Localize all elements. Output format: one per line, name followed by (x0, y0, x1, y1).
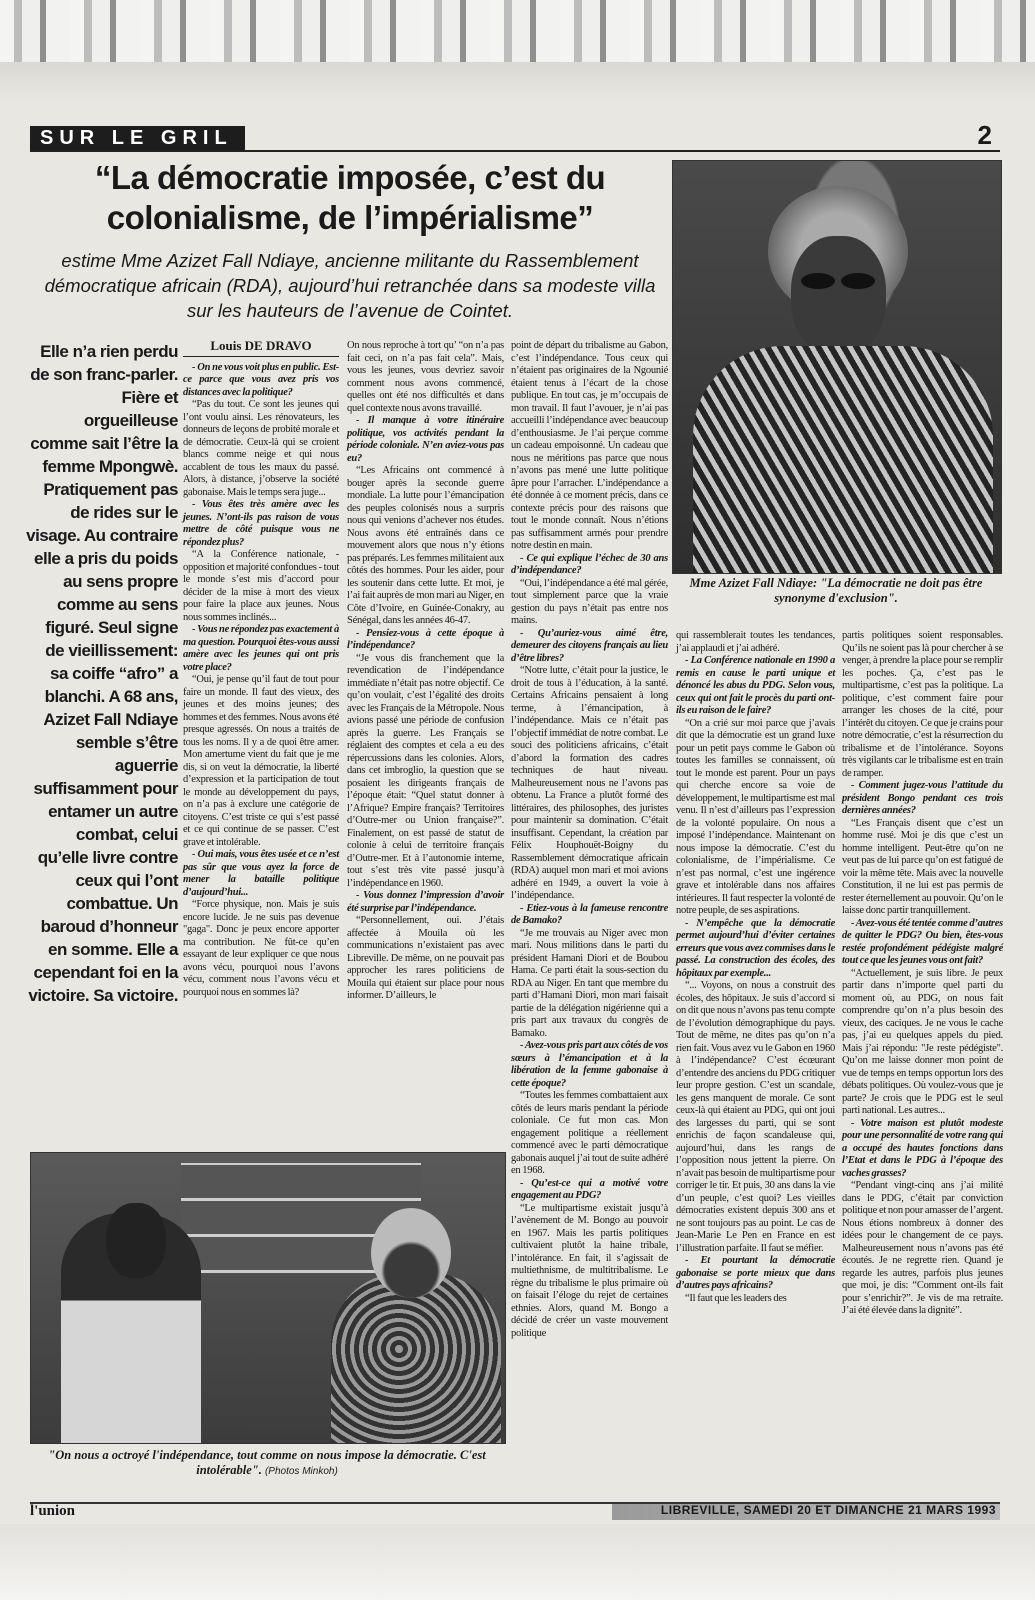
interview-question: - Comment jugez-vous l’attitude du président Bongo pendant ces trois dernières années? (842, 780, 1003, 816)
newspaper-name: l'union (30, 1503, 76, 1519)
photo-interviewee (331, 1273, 501, 1444)
article-column-4 (676, 630, 835, 1305)
interview-caption-text: "On nous a octroyé l'indépendance, tout comme on nous impose la démocratie. C'est intolérable". (48, 1448, 486, 1477)
interview-answer: “Personnellement, oui. J’étais affectée à Mouila où les communications n’existaient pas avec Libreville. De même, on ne pouvait pas approcher les rares politiciens de Mouila qui étaient sur place pour nous informer. D’ailleurs, le (347, 915, 504, 1001)
interview-question: - Il manque à votre itinéraire politique, vos activités pendant la période coloniale. N’en aviez-vous pas eu? (347, 415, 504, 464)
interview-answer: “Les Africains ont commencé à bouger après la seconde guerre mondiale. La lutte pour l’émancipation des peuples colonisés nous a surpris nous qui venions d’achever nos études. Nous avons été entraînés dans ce mouvement alors que nous n’y étions pas préparés. Les femmes militaient aux côtés des hommes. Pour les aider, pour les soutenir dans cette lutte. Et moi, je l’ai fait auprès de mon mari au Niger, en Côte d’Ivoire, en Guinée-Conakry, au Sénégal, dans les années 46-47. (347, 465, 504, 626)
interview-answer: “Il faut que les leaders des (685, 1292, 787, 1304)
interview-answer: “... Voyons, on nous a construit des écoles, des hôpitaux. Je suis d’accord si on dit que nous n’avons pas tenu compte de l’évolution démographique du pays. Tout de même, ne dites pas qu’on n’a rien fait. Vous avez vu le Gabon en 1960 à l’indépendance? C’est écœurant d’entendre des anciens du PDG critiquer leur propre gestion. C’est un scandale, les gens manquent de morale. Ce sont ceux-là qui étaient au PDG, qui ont joui des largesses du parti, qui se sont enrichis de façon scandaleuse qui, aujourd’hui, dans les rangs de l’opposition nous jettent la pierre. On n’avait pas besoin de multipartisme pour corriger le tir. Et puis, 30 ans dans la vie d’un peuple, c’est quoi? Les vieilles démocraties existent depuis 300 ans et ne sont toujours pas au point. Le cas de Jean-Marie Le Pen en France en est l’illustration parfaite. Il faut se méfier. (676, 980, 835, 1254)
interview-answer: “Pas du tout. Ce sont les jeunes qui l’ont voulu ainsi. Les rénovateurs, les donneurs de leçons de probité morale et de démocratie. Ceux-là qui se croient blancs comme neige et qui nous accablent de tous les maux du passé. Alors, à distance, j’observe la société gabonaise. Mais le temps sera juge... (183, 399, 339, 498)
interview-question: - Avez-vous pris part aux côtés de vos sœurs à l’émancipation et à la libération de la femme gabonaise à cette époque? (511, 1040, 668, 1089)
interview-answer: “Les Français disent que c’est un homme rusé. Moi je dis que c’est un homme intelligent. Peut-être qu’on ne veut pas de lui parce qu’on est fatigué de voir la même tête. Mais avec la nouvelle Constitution, il ne lui est pas permis de rester éternellement au pouvoir. Qu’on le laisse donc partir tranquillement. (842, 817, 1003, 916)
interview-answer: “Actuellement, je suis libre. Je peux partir dans n’importe quel parti du moment où, au PDG, on nous fait comprendre qu’on n’a plus besoin des vieux, des caciques. Je ne vous le cache pas, j’ai eu quelques appels du pied. Mais j’ai répondu: "Je reste pédégiste". Qu’on me laisse donner mon point de vue de temps en temps opportun lors des débats politiques. Où voulez-vous que je parte? Je crois que le PDG est le seul parti national. Les autres... (842, 967, 1003, 1116)
article-column-5 (842, 630, 1003, 1318)
page-number: 2 (977, 120, 992, 150)
interview-answer: “On a crié sur moi parce que j’avais dit que la démocratie est un grand luxe pour un petit pays comme le Gabon où toutes les familles se connaissent, où tout le monde est parent. Pour un pays qui cherche encore sa voie de développement, le multipartisme est mal venu. Il n’est d’ailleurs pas l’expression de la volonté populaire. On nous a imposé l’indépendance. Maintenant on nous impose la démocratie. C’est du colonialisme, de l’impérialisme. Ce n’est pas normal, c’est une ingérence grave et intolérable dans nos affaires intérieures. Il faut respecter la volonté de notre peuple, de ses aspirations. (676, 717, 835, 916)
interview-question: - Vous donnez l’impression d’avoir été surprise par l’indépendance. (347, 890, 504, 914)
photo-interviewee-head (371, 1208, 451, 1298)
interview-answer: On nous reproche à tort qu’ “on n’a pas fait ceci, on n’a pas fait cela”. Mais, vous les jeunes, vous devriez savoir comment nous avons commencé, quelles ont été nos difficultés et dans quel contexte nous avons travaillé. (347, 340, 504, 414)
interview-question: - Ce qui explique l’échec de 30 ans d’indépendance? (511, 552, 668, 576)
interview-answer: “Je me trouvais au Niger avec mon mari. Nous militions dans le parti du président Hamani Diori et de Boubou Hama. Ce parti était la sous-section du RDA au Niger. En tant que membre du parti d’Hamani Diori, mon mari faisait partie de la délégation nigérienne qui a pris part aux travaux du congrès de Bamako. (511, 927, 668, 1039)
scan-margin-bottom (0, 1524, 1035, 1600)
interview-question: - Avez-vous été tentée comme d’autres de quitter le PDG? Ou bien, êtes-vous restée profondément pédégiste malgré tout ce que les jeunes vous ont fait? (842, 917, 1003, 966)
interview-answer: “Oui, je pense qu’il faut de tout pour faire un monde. Il faut des vieux, des jeunes et des moins jeunes; des hommes et des femmes. Nous avons été presque agressés. On nous a traités de tous les noms. Il y a de quoi être amer. Mon amertume vient du fait que je me dis, si on veut la démocratie, la liberté d’expression et la participation de tout le monde au développement du pays, on n’a pas à exclure une catégorie de citoyens. C’est triste ce qui s’est passé et ce qui continue de se passer. C’est grave et intolérable. (183, 674, 339, 848)
interview-question: - Pensiez-vous à cette époque à l’indépendance? (347, 627, 504, 651)
interview-question: - Qu’auriez-vous aimé être, demeurer des citoyens français au lieu d’être libres? (511, 627, 668, 664)
photo-interviewer-head (106, 1203, 166, 1278)
rubric-label: SUR LE GRIL (30, 126, 245, 150)
interview-answer: “Le multipartisme existait jusqu’à l’avènement de M. Bongo au pouvoir en 1967. Mais les partis politiques cultivaient plutôt la haine tribale, l’intolérance. En fait, il s’agissait de multiethnisme, de multitribalisme. Le règne du tribalisme le plus primaire où on faisait l’éloge du rejet de certaines ethnies. Alors, quand M. Bongo a décidé de créer un vaste mouvement politique (511, 1202, 668, 1339)
portrait-caption: Mme Azizet Fall Ndiaye: "La démocratie ne doit pas être synonyme d'exclusion". (689, 576, 983, 605)
photo-sunglasses (801, 273, 881, 291)
interview-answer: “Je vous dis franchement que la revendication de l’indépendance immédiate n’était pas notre objectif. Ce qu’on voulait, c’est l’égalité des droits avec les Français de la Métropole. Nous avions passé une période de confusion après la guerre. Les Français se réglaient des comptes et cela a eu des répercussions dans les colonies. Alors, dans cet imbroglio, la question que se posaient les dirigeants français de l’époque était: “Quel statut donner à l’Afrique? Empire français? Territoires d’Outre-mer ou Union française?”. Finalement, on est passé de statut de colonie à celui de territoire français d’Outre-mer. Et à l’autonomie interne, tout s’est très vite passé jusqu’à l’indépendance en 1960. (347, 652, 504, 889)
lead-sidebar: Elle n’a rien perdu de son franc-parler. Fière et orgueilleuse comme sait l’être la femme Mpongwè. Pratiquement pas de rides sur le visage. Au contraire elle a pris du poids au sens propre comme au sens figuré. Seul signe de vieillissement: sa coiffe “afro” a blanchi. A 68 ans, Azizet Fall Ndiaye semble s’être aguerrie suffisamment pour entamer un autre combat, celui qu’elle livre contre ceux qui l’ont combattue. Un baroud d’honneur en somme. Elle a cependant foi en la victoire. Sa victoire. (26, 342, 178, 1005)
interview-answer: “Force physique, non. Mais je suis encore lucide. Je ne suis pas devenue "gaga". Donc je peux encore apporter ma contribution. Ne fût-ce qu’en essayant de leur expliquer ce que nous avons vécu, pourquoi nous l’avons vécu, comment nous l’avons vécu et pourquoi nous en sommes là? (183, 899, 339, 998)
issue-date: LIBREVILLE, SAMEDI 20 ET DIMANCHE 21 MARS 1993 (660, 1503, 996, 1517)
interview-question: - Etiez-vous à la fameuse rencontre de Bamako? (511, 902, 668, 926)
interview-answer: “A la Conférence nationale, - opposition et majorité confondues - tout le monde s’est mis d’accord pour décider de la mise à mort des vieux pour faire la place aux jeunes. Nous nous sommes inclinés... (183, 549, 339, 623)
interview-question: - N’empêche que la démocratie permet aujourd’hui d’éviter certaines erreurs que vous avez commises dans le passé. La construction des écoles, des hôpitaux par exemple... (676, 917, 835, 979)
article-column-3 (511, 340, 668, 1340)
byline: Louis DE DRAVO (183, 340, 339, 357)
interview-question: - Oui mais, vous êtes usée et ce n’est pas sûr que vous ayez la force de mener la bataille politique d’aujourd’hui... (183, 849, 339, 898)
subheadline: estime Mme Azizet Fall Ndiaye, ancienne militante du Rassemblement démocratique africain (RDA), aujourd’hui retranchée dans sa modeste villa sur les hauteurs de l’avenue de Cointet. (44, 250, 656, 321)
interview-question: - Qu’est-ce qui a motivé votre engagement au PDG? (511, 1177, 668, 1201)
scan-shadow (0, 62, 1035, 102)
interview-answer: partis politiques soient responsables. Qu’ils ne soient pas là pour chercher à se venger, à prendre la place pour se remplir les poches. Ça, c’est pas le multipartisme, c’est pas la politique. La politique, c’est comment faire pour arranger les choses de la cité, pour l’intérêt du citoyen. Ce que je crains pour notre démocratie, c’est la résurrection du tribalisme et de l’intolérance. Soyons très vigilants car le tribalisme est en train de ramper. (842, 630, 1003, 779)
interview-question: - On ne vous voit plus en public. Est-ce parce que vous avez pris vos distances avec la politique? (183, 361, 339, 398)
photo-patterned-dress (693, 346, 993, 574)
portrait-photo (672, 160, 1002, 574)
rubric-bar (30, 120, 1000, 152)
interview-photo (30, 1152, 506, 1444)
interview-question: - La Conférence nationale en 1990 a remis en cause le parti unique et dénoncé les abus du PDG. Selon vous, ceux qui ont fait le procès du parti ont-ils eu raison de le faire? (676, 655, 835, 716)
page-footer (30, 1502, 1000, 1520)
interview-question: - Votre maison est plutôt modeste pour une personnalité de votre rang qui a occupé des hautes fonctions dans l’Etat et dans le PDG à l’époque des vaches grasses? (842, 1117, 1003, 1179)
interview-answer: “Toutes les femmes combattaient aux côtés de leurs maris pendant la période coloniale. Ce fut mon cas. Mon engagement politique a réellement commencé avec le parti démocratique gabonais auquel j’ai tout de suite adhéré en 1968. (511, 1090, 668, 1176)
interview-answer: “Notre lutte, c’était pour la justice, le droit de tous à l’éducation, à la santé. Certains Africains pensaient à long terme, à l’émancipation, à l’indépendance. Mais ce n’était pas l’objectif immédiat de notre combat. Le souci des politiciens africains, c’était d’abord la formation des cadres techniques de haut niveau. Malheureusement nous ne l’avons pas obtenu. La France a plutôt formé des littéraires, des philosophes, des juristes pour maintenir sa domination. C’était insuffisant. Cependant, la création par Félix Houphouët-Boigny du Rassemblement démocratique africain (RDA) auquel mon mari et moi avions adhéré en 1949, a ouvert la voie à l’indépendance. (511, 665, 668, 901)
interview-answer: “Pendant vingt-cinq ans j’ai milité dans le PDG, c’était par conviction politique et non pour amasser de l’argent. Nous étions nombreux à donner des idées pour le changement de ce pays. Malheureusement nous n’avons pas été écoutés. Je ne regrette rien. Quand je regarde les autres, parfois plus jeunes que moi, je dis: “Comment ont-ils fait pour s’enrichir?”. Je vis de ma retraite. J’ai été élevée dans la dignité”. (842, 1180, 1003, 1316)
article-column-2 (347, 340, 504, 1003)
scan-margin-top (0, 0, 1035, 62)
interview-answer: point de départ du tribalisme au Gabon, c’est l’indépendance. Tous ceux qui n’étaient pas originaires de la Ngounié étaient tenus à l’écart de la chose publique. En tout cas, je m’occupais de mon travail. Il faut l’avouer, je n’ai pas accueilli l’indépendance avec beaucoup d’enthousiasme. Je l’ai perçue comme un cadeau empoisonné. Un cadeau que nous ne méritions pas parce que nous n’avons pas mené une lutte politique âpre pour l’arracher. L’indépendance a été donnée à ce moment précis, dans ce contexte précis pour des raisons que tout le monde connaît. Nous n’étions pas suffisamment armés pour prendre notre destin en main. (511, 340, 668, 551)
article-column-1 (183, 340, 339, 999)
interview-question: - Vous êtes très amère avec les jeunes. N’ont-ils pas raison de vous mettre de côté puisque vous ne répondez plus? (183, 499, 339, 548)
photo-credit: (Photos Minkoh) (264, 1466, 338, 1477)
photo-face (791, 236, 886, 356)
interview-question: - Et pourtant la démocratie gabonaise se porte mieux que dans d’autres pays africains? (676, 1255, 835, 1291)
interview-answer: qui rassemblerait toutes les tendances, j’ai applaudi et j’ai adhéré. (676, 630, 835, 654)
interview-question: - Vous ne répondez pas exactement à ma question. Pourquoi êtes-vous aussi amère avec les jeunes qui ont pris votre place? (183, 624, 339, 673)
headline: “La démocratie imposée, c’est du colonialisme, de l’impérialisme” (94, 159, 606, 236)
interview-answer: “Oui, l’indépendance a été mal gérée, tout simplement parce que la vraie gestion du pays n’était pas entre nos mains. (511, 577, 668, 626)
interview-caption (30, 1448, 504, 1479)
